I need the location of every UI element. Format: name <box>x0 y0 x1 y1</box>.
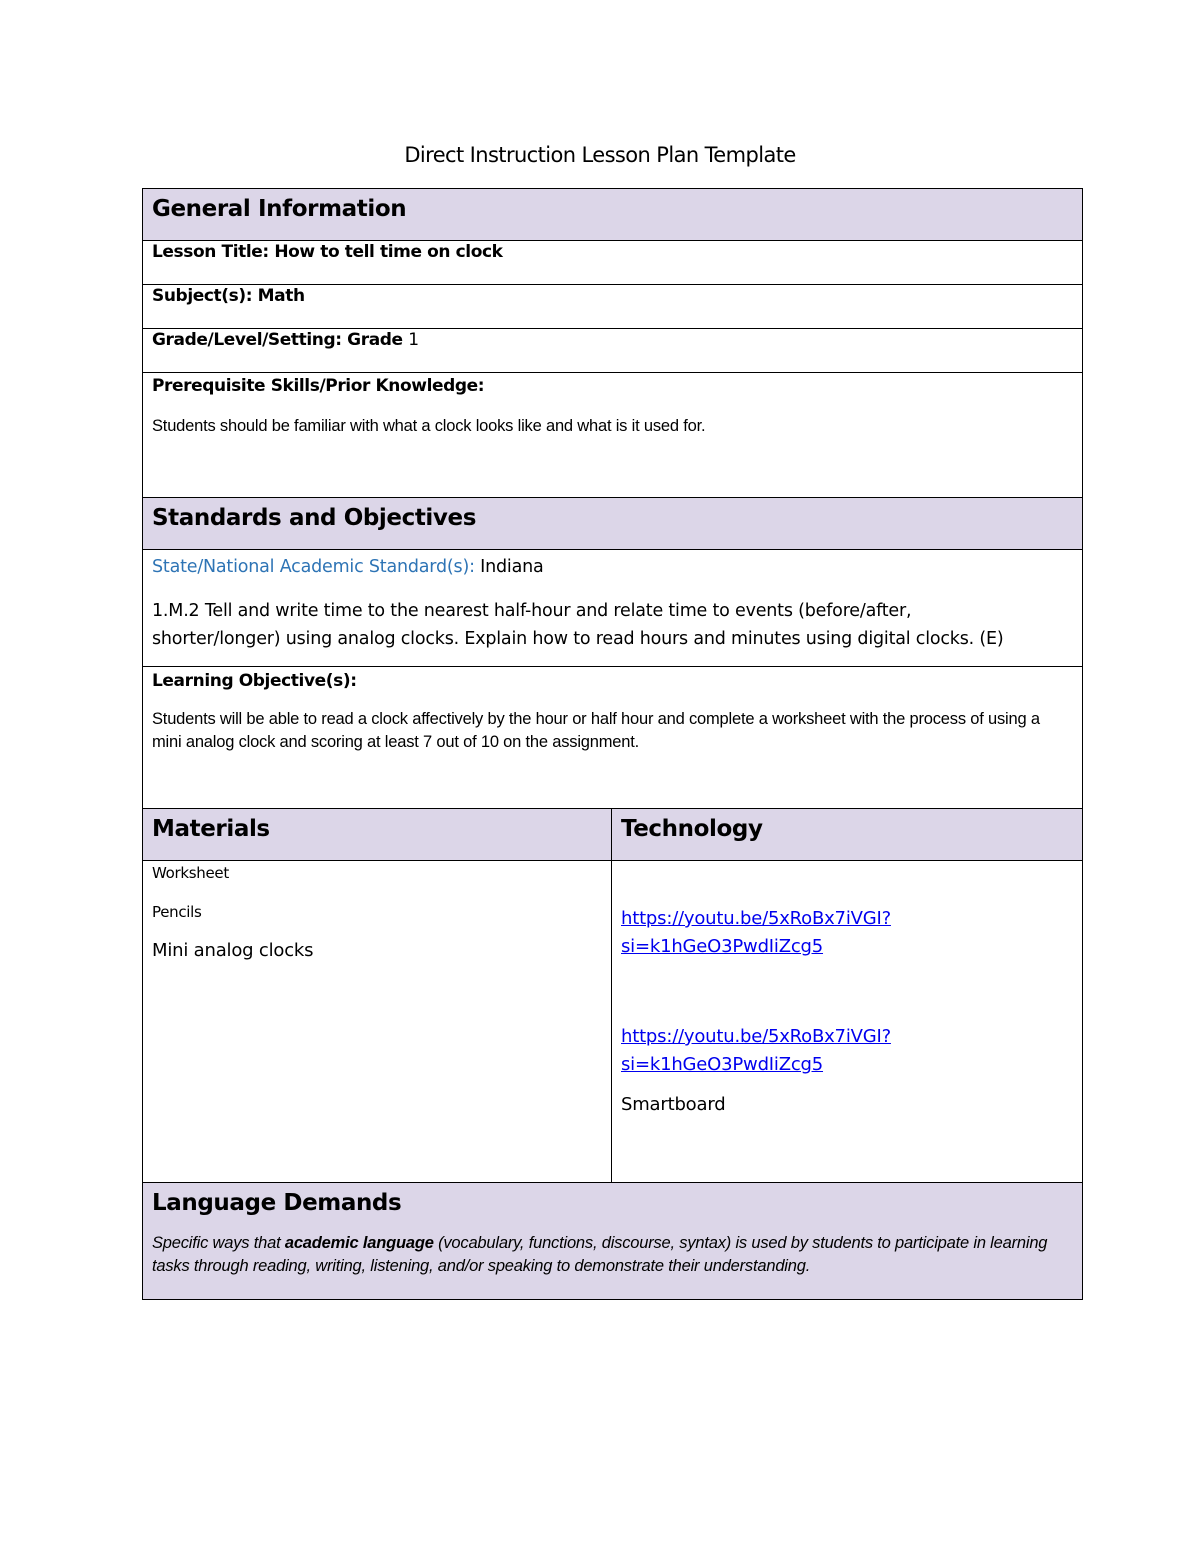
standard-text: 1.M.2 Tell and write time to the nearest half-hour and relate time to events (before/after, shorter/longer) using analog clocks. Explain how to read hours and minutes using digital clocks. (E) <box>152 601 1004 649</box>
technology-item: Smartboard <box>621 1094 726 1115</box>
lesson-title: Lesson Title: How to tell time on clock <box>143 241 1083 285</box>
subjects-row <box>143 285 1083 329</box>
standard-value: Indiana <box>480 557 544 577</box>
materials-technology-row <box>143 861 1083 1183</box>
technology-video-link-1[interactable]: https://youtu.be/5xRoBx7iVGI?si=k1hGeO3PwdIiZcg5 <box>621 908 891 957</box>
general-information-heading: General Information <box>152 196 407 222</box>
objective-text: Students will be able to read a clock affectively by the hour or half hour and complete a worksheet with the process of using a mini analog clock and scoring at least 7 out of 10 on the assignment. <box>152 710 1040 751</box>
technology-video-link-2[interactable]: https://youtu.be/5xRoBx7iVGI?si=k1hGeO3PwdIiZcg5 <box>621 1026 891 1075</box>
language-demands-bold-term: academic language <box>284 1234 434 1252</box>
technology-heading: Technology <box>621 816 763 842</box>
language-demands-heading: Language Demands <box>152 1190 402 1216</box>
standards-heading: Standards and Objectives <box>152 505 477 531</box>
grade-level-value: 1 <box>408 330 419 350</box>
objective-label: Learning Objective(s): <box>152 671 357 691</box>
prerequisite-text: Students should be familiar with what a clock looks like and what is it used for. <box>152 417 706 435</box>
document-title: Direct Instruction Lesson Plan Template <box>404 143 796 167</box>
materials-item: Mini analog clocks <box>152 940 314 961</box>
lesson-plan-table <box>142 188 1083 1300</box>
grade-level-label: Grade/Level/Setting: Grade <box>152 330 403 350</box>
language-demands-text-end: (vocabulary, functions, discourse, syntax) is used by students to participate in learning tasks through reading, writing, listening, and/or speaking to demonstrate their understanding. <box>152 1234 1048 1275</box>
general-information-header-row <box>143 189 1083 241</box>
language-demands-text <box>152 1232 1062 1278</box>
standard-label: State/National Academic Standard(s): <box>152 557 475 577</box>
materials-cell <box>143 861 612 1183</box>
lesson-title-row <box>143 241 1083 285</box>
materials-heading: Materials <box>152 816 270 842</box>
materials-technology-header-row <box>143 809 1083 861</box>
materials-item: Pencils <box>152 903 202 921</box>
grade-level-row <box>143 329 1083 373</box>
language-demands-text-start: Specific ways that <box>152 1234 285 1252</box>
prerequisite-row <box>143 373 1083 498</box>
standards-header-row <box>143 498 1083 550</box>
standards-row <box>143 550 1083 667</box>
materials-item: Worksheet <box>152 864 229 882</box>
language-demands-row <box>143 1183 1083 1300</box>
prerequisite-label: Prerequisite Skills/Prior Knowledge: <box>152 376 485 396</box>
subjects: Subject(s): Math <box>143 285 1083 329</box>
objective-row <box>143 667 1083 809</box>
technology-cell <box>612 861 1083 1183</box>
